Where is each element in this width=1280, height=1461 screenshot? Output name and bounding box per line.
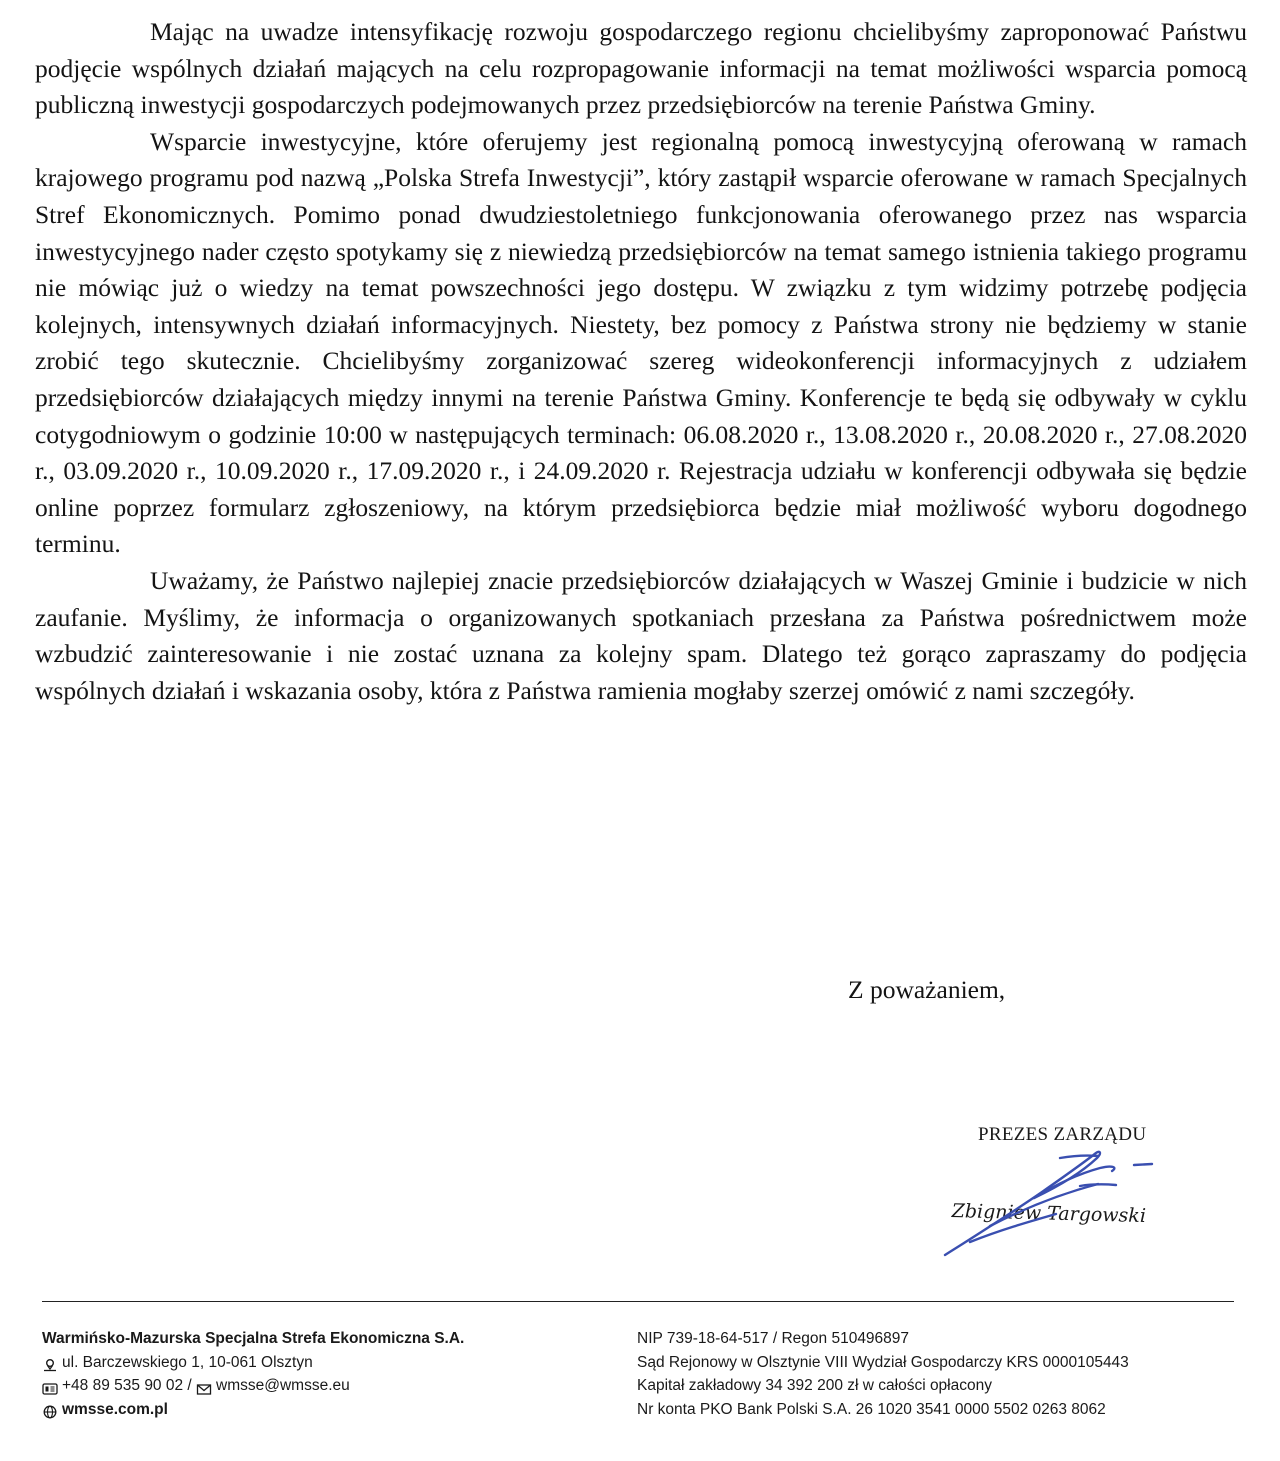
company-name: Warmińsko-Mazurska Specjalna Strefa Ekonomiczna S.A. bbox=[42, 1330, 465, 1347]
globe-icon bbox=[42, 1403, 58, 1417]
phone-icon bbox=[42, 1380, 58, 1394]
share-capital: Kapitał zakładowy 34 392 200 zł w całości opłacony bbox=[637, 1377, 992, 1394]
footer-registration-block bbox=[637, 1327, 1129, 1421]
website-link[interactable]: wmsse.com.pl bbox=[62, 1400, 168, 1418]
signature-title: PREZES ZARZĄDU bbox=[978, 1124, 1147, 1145]
handwritten-signature bbox=[930, 1138, 1180, 1263]
letter-body bbox=[35, 14, 1247, 709]
contact-separator: / bbox=[183, 1377, 197, 1394]
phone-text: +48 89 535 90 02 bbox=[62, 1377, 184, 1394]
contact-row bbox=[42, 1374, 464, 1398]
paragraph-invitation: Uważamy, że Państwo najlepiej znacie przedsiębiorców działających w Waszej Gminie i budzicie w nich zaufanie. Myślimy, że informacja o organizowanych spotkaniach przesłana za Państwa pośrednictwem może wzbudzić zainteresowanie i nie zostać uznana za kolejny spam. Dlatego też gorąco zapraszamy do podjęcia wspólnych działań i wskazania osoby, która z Państwa ramienia mogłaby szerzej omówić z nami szczegóły. bbox=[35, 565, 1247, 705]
signature-name: Zbigniew Targowski bbox=[951, 1200, 1147, 1228]
nip-regon: NIP 739-18-64-517 / Regon 510496897 bbox=[637, 1330, 910, 1347]
address-text: ul. Barczewskiego 1, 10-061 Olsztyn bbox=[62, 1353, 313, 1371]
location-icon bbox=[42, 1356, 58, 1370]
address-row bbox=[42, 1351, 464, 1375]
bank-account: Nr konta PKO Bank Polski S.A. 26 1020 3541 0000 5502 0263 8062 bbox=[637, 1400, 1106, 1418]
email-link[interactable]: wmsse@wmsse.eu bbox=[216, 1377, 350, 1394]
footer-divider bbox=[42, 1301, 1234, 1302]
mail-icon bbox=[196, 1380, 212, 1394]
footer-company-block bbox=[42, 1327, 464, 1421]
website-row bbox=[42, 1398, 464, 1422]
paragraph-investment-support: Wsparcie inwestycyjne, które oferujemy jest regionalną pomocą inwestycyjną oferowaną w ramach krajowego programu pod nazwą „Polska Strefa Inwestycji”, który zastąpił wsparcie oferowane w ramach Specjalnych Stref Ekonomicznych. Pomimo ponad dwudziestoletniego funkcjonowania oferowanego przez nas wsparcia inwestycyjnego nader często spotykamy się z niewiedzą przedsiębiorców na temat samego istnienia takiego programu nie mówiąc już o wiedzy na temat powszechności jego dostępu. W związku z tym widzimy potrzebę podjęcia kolejnych, intensywnych działań informacyjnych. Niestety, bez pomocy z Państwa strony nie będziemy w stanie zrobić tego skutecznie. Chcielibyśmy zorganizować szereg wideokonferencji informacyjnych z udziałem przedsiębiorców działających między innymi na terenie Państwa Gminy. Konferencje te będą się odbywały w cyklu cotygodniowym o godzinie 10:00 w następujących terminach: 06.08.2020 r., 13.08.2020 r., 20.08.2020 r., 27.08.2020 r., 03.09.2020 r., 10.09.2020 r., 17.09.2020 r., i 24.09.2020 r. Rejestracja udziału w konferencji odbywała się będzie online poprzez formularz zgłoszeniowy, na którym przedsiębiorca będzie miał możliwość wyboru dogodnego terminu. bbox=[35, 126, 1247, 559]
closing-salutation: Z poważaniem, bbox=[848, 975, 1006, 1004]
paragraph-intro: Mając na uwadze intensyfikację rozwoju gospodarczego regionu chcielibyśmy zaproponować Państwu podjęcie wspólnych działań mających na celu rozpropagowanie informacji na temat możliwości wsparcia pomocą publiczną inwestycji gospodarczych podejmowanych przez przedsiębiorców na terenie Państwa Gminy. bbox=[35, 17, 1247, 120]
court-registration: Sąd Rejonowy w Olsztynie VIII Wydział Gospodarczy KRS 0000105443 bbox=[637, 1353, 1129, 1371]
